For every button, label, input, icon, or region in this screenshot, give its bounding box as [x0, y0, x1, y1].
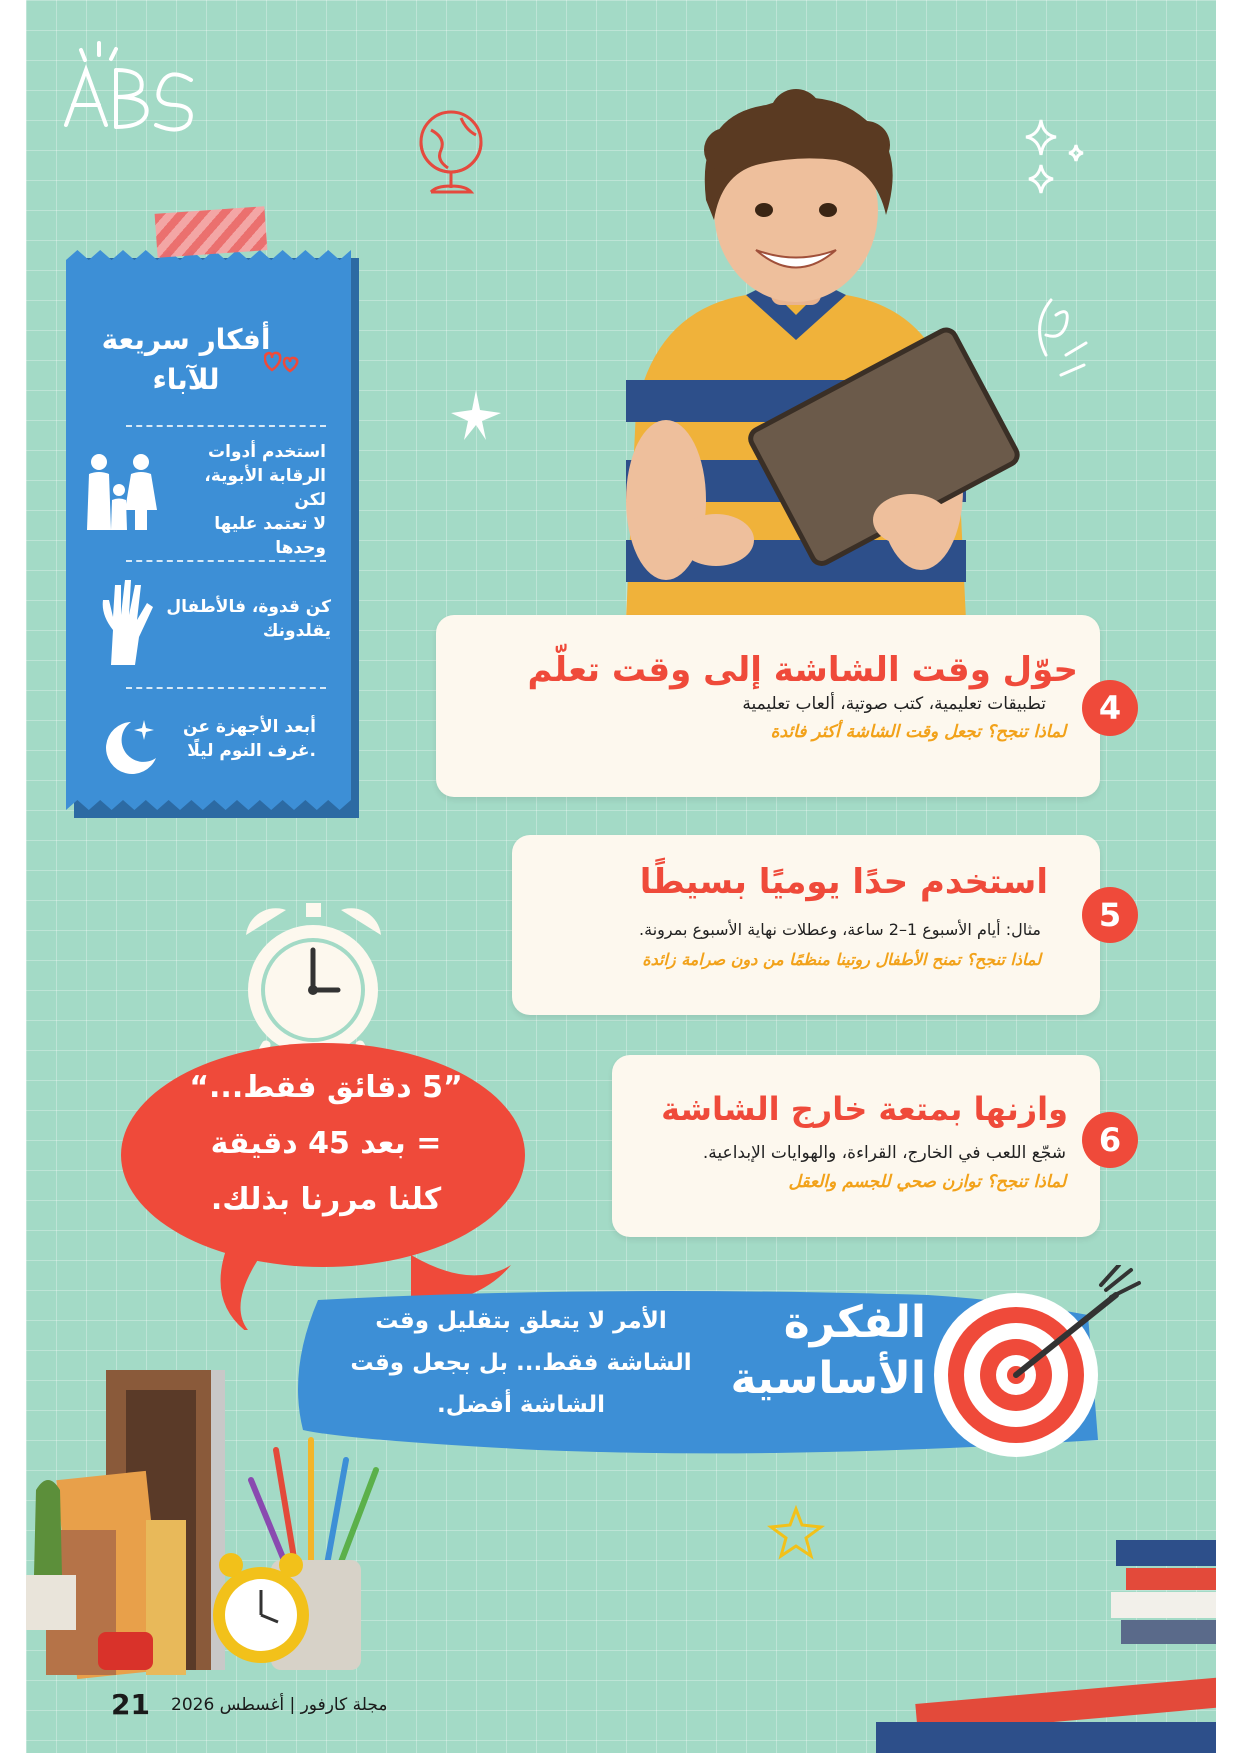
tip-body: تطبيقات تعليمية، كتب صوتية، ألعاب تعليمية	[742, 694, 1046, 714]
tip-line: استخدم أدوات	[208, 442, 326, 462]
bubble-line: ”5 دقائق فقط...“	[189, 1070, 463, 1105]
tip-line: وحدها	[275, 538, 326, 558]
tip-why: لماذا تنجح؟ تجعل وقت الشاشة أكثر فائدة	[770, 722, 1066, 742]
sidebar-tip-text	[161, 715, 316, 763]
key-idea-line: الشاشة فقط... بل بجعل وقت	[350, 1350, 692, 1376]
tip-line: .غرف النوم ليلًا	[187, 741, 316, 761]
raised-hand-icon	[91, 575, 161, 670]
bubble-quote	[136, 1060, 516, 1228]
key-idea-title	[716, 1295, 926, 1407]
magazine-page	[26, 0, 1216, 1753]
sidebar-title	[86, 320, 286, 400]
boy-with-tablet-image	[566, 80, 1026, 620]
page-number: 21	[111, 1688, 150, 1721]
key-idea-line: الأمر لا يتعلق بتقليل وقت	[375, 1308, 667, 1334]
tip-number-badge: 4	[1082, 680, 1138, 736]
star-doodle-icon	[766, 1505, 826, 1560]
sidebar-title-line: للآباء	[152, 363, 220, 396]
sidebar-divider	[126, 425, 326, 427]
sidebar-title-line: أفكار سريعة	[101, 323, 271, 356]
target-icon	[921, 1265, 1151, 1465]
sidebar-tip-text	[176, 440, 326, 560]
tip-line: الرقابة الأبوية، لكن	[204, 466, 326, 510]
sidebar-divider	[126, 560, 326, 562]
moon-stars-icon	[96, 710, 166, 780]
tip-title: وازنها بمتعة خارج الشاشة	[661, 1090, 1068, 1128]
sidebar-tip-text	[161, 595, 331, 643]
tip-body: مثال: أيام الأسبوع 1–2 ساعة، وعطلات نهاية الأسبوع بمرونة.	[639, 920, 1041, 939]
key-idea-title-line: الفكرة	[783, 1297, 926, 1348]
sidebar-divider	[126, 687, 326, 689]
sparkle-icon	[1021, 115, 1091, 215]
tip-line: يقلدونك	[262, 621, 331, 641]
abc-doodle-icon	[51, 35, 201, 145]
books-icon	[26, 1370, 426, 1680]
tip-line: أبعد الأجهزة عن	[183, 717, 316, 737]
books-icon	[876, 1540, 1216, 1753]
tip-why: لماذا تنجح؟ تمنح الأطفال روتينا منظمًا من دون صرامة زائدة	[642, 950, 1041, 969]
magazine-footer: مجلة كارفور | أغسطس 2026	[171, 1695, 388, 1715]
globe-doodle-icon	[406, 100, 496, 210]
key-idea-title-line: الأساسية	[730, 1353, 926, 1404]
tip-title: استخدم حدًا يوميًا بسيطًا	[639, 862, 1048, 902]
tip-line: كن قدوة، فالأطفال	[166, 597, 331, 617]
tip-number-badge: 6	[1082, 1112, 1138, 1168]
bubble-line: كلنا مررنا بذلك.	[210, 1182, 442, 1217]
tape-decoration	[155, 206, 268, 258]
star-doodle-icon	[446, 385, 506, 445]
tip-body: شجّع اللعب في الخارج، القراءة، والهوايات الإبداعية.	[702, 1143, 1066, 1163]
key-idea-line: الشاشة أفضل.	[436, 1392, 605, 1418]
star-doodle-icon	[1026, 295, 1096, 405]
hearts-icon	[264, 348, 304, 378]
tip-line: لا تعتمد عليها	[214, 514, 326, 534]
tip-number-badge: 5	[1082, 887, 1138, 943]
family-icon	[81, 450, 161, 535]
tip-title: حوّل وقت الشاشة إلى وقت تعلّم	[527, 650, 1078, 690]
bubble-line: = بعد 45 دقيقة	[210, 1126, 442, 1161]
tip-why: لماذا تنجح؟ توازن صحي للجسم والعقل	[788, 1172, 1066, 1192]
